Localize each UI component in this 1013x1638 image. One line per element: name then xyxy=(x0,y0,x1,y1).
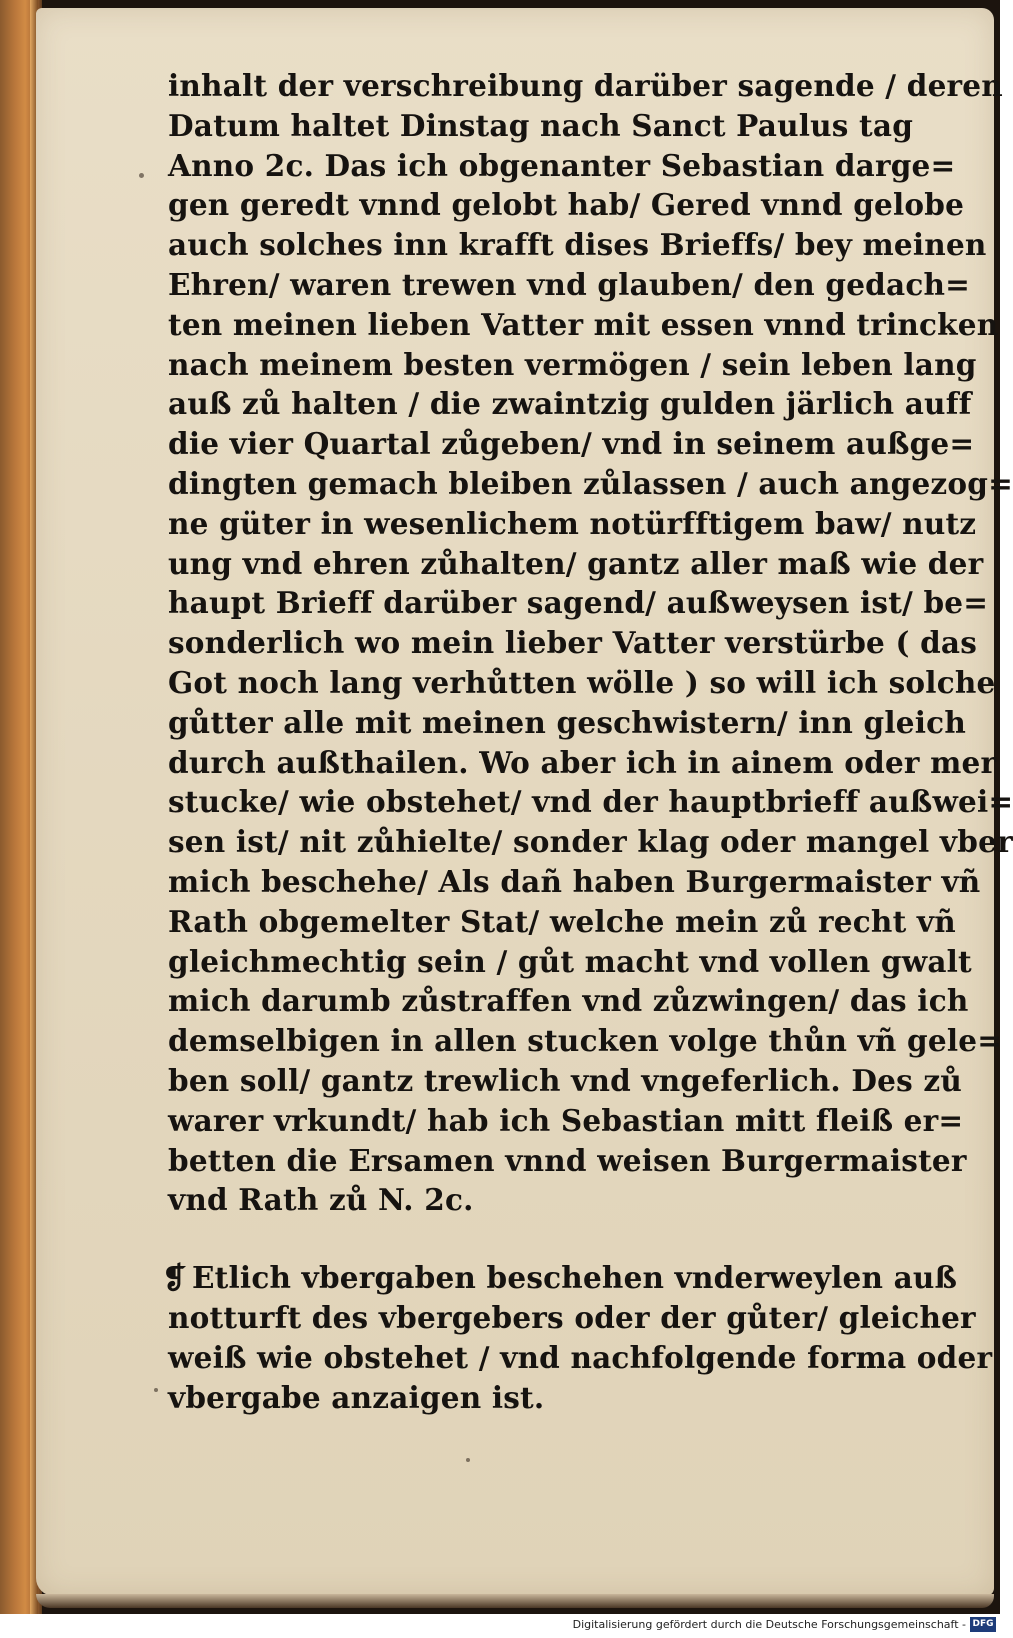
text-line: dingten gemach bleiben zůlassen / auch angezog= xyxy=(168,465,1013,501)
page-bottom-edge xyxy=(36,1594,994,1608)
ink-speck xyxy=(466,1458,470,1462)
text-line: stucke/ wie obstehet/ vnd der hauptbrieff außwei= xyxy=(168,784,1013,820)
text-line: Rath obgemelter Stat/ welche mein zů recht vñ xyxy=(168,903,956,939)
text-line: notturft des vbergebers oder der gůter/ gleicher xyxy=(168,1299,976,1335)
text-line: weiß wie obstehet / vnd nachfolgende forma oder xyxy=(168,1339,993,1375)
text-line: betten die Ersamen vnnd weisen Burgermaister xyxy=(168,1142,967,1178)
text-line: demselbigen in allen stucken volge thůn vñ gele= xyxy=(168,1023,1003,1059)
pilcrow-icon: ❡ xyxy=(162,1260,187,1296)
text-line: mich beschehe/ Als dañ haben Burgermaister vñ xyxy=(168,863,981,899)
text-line: vnd Rath zů N. 2c. xyxy=(168,1182,474,1218)
text-line: Ehren/ waren trewen vnd glauben/ den gedach= xyxy=(168,266,971,302)
text-line: gen geredt vnnd gelobt hab/ Gered vnnd gelobe xyxy=(168,187,965,223)
footer-bar xyxy=(0,1614,1000,1638)
text-line: die vier Quartal zůgeben/ vnd in seinem außge= xyxy=(168,426,975,462)
paragraph-gap xyxy=(168,1220,958,1258)
text-line: auß zů halten / die zwaintzig gulden järlich auff xyxy=(168,386,972,422)
text-line: warer vrkundt/ hab ich Sebastian mitt fleiß er= xyxy=(168,1102,964,1138)
text-line: auch solches inn krafft dises Brieffs/ bey meinen xyxy=(168,227,987,263)
paragraph-1 xyxy=(168,66,1013,1220)
text-line: vbergabe anzaigen ist. xyxy=(168,1379,545,1415)
text-line: ung vnd ehren zůhalten/ gantz aller maß wie der xyxy=(168,545,984,581)
ink-speck xyxy=(154,1388,158,1392)
text-line: ben soll/ gantz trewlich vnd vngeferlich. Des zů xyxy=(168,1062,962,1098)
text-line: inhalt der verschreibung darüber sagende / deren xyxy=(168,68,1003,103)
text-line xyxy=(162,1258,958,1298)
paragraph-2 xyxy=(162,1258,993,1417)
funding-credit: Digitalisierung gefördert durch die Deutsche Forschungsgemeinschaft - xyxy=(572,1618,966,1631)
text-line: ten meinen lieben Vatter mit essen vnnd trincken xyxy=(168,306,999,342)
text-line: sen ist/ nit zůhielte/ sonder klag oder mangel vber xyxy=(168,824,1013,860)
text-line: gůtter alle mit meinen geschwistern/ inn gleich xyxy=(168,704,966,740)
text-line: nach meinem besten vermögen / sein leben lang xyxy=(168,346,977,382)
text-line: Datum haltet Dinstag nach Sanct Paulus tag xyxy=(168,107,914,143)
text-line: haupt Brieff darüber sagend/ außweysen ist/ be= xyxy=(168,585,989,621)
text-line: ne güter in wesenlichem notürfftigem baw/ nutz xyxy=(168,505,977,541)
page-text xyxy=(162,66,1013,1417)
ink-speck xyxy=(139,173,144,178)
text-line: Anno 2c. Das ich obgenanter Sebastian darge= xyxy=(168,147,956,183)
text-line: sonderlich wo mein lieber Vatter verstürbe ( das xyxy=(168,625,978,661)
text-line: mich darumb zůstraffen vnd zůzwingen/ das ich xyxy=(168,983,969,1019)
text-line: gleichmechtig sein / gůt macht vnd vollen gwalt xyxy=(168,943,972,979)
dfg-logo: DFG xyxy=(970,1617,996,1632)
text-line: Got noch lang verhůtten wölle ) so will ich solche xyxy=(168,664,996,700)
text-line: durch außthailen. Wo aber ich in ainem oder mer xyxy=(168,744,997,780)
text-line-content: Etlich vbergaben beschehen vnderweylen auß xyxy=(192,1260,958,1296)
